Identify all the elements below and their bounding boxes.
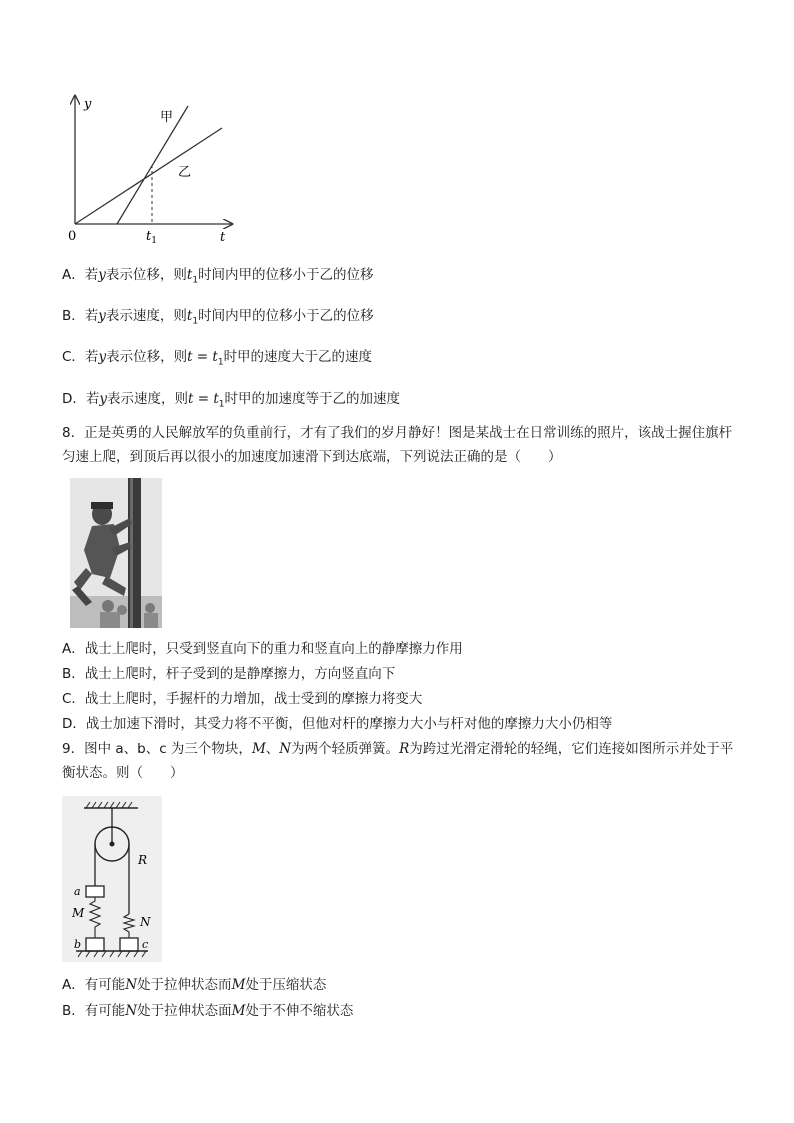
q8-option-b[interactable]: B．战士上爬时，杆子受到的是静摩擦力，方向竖直向下 [62, 666, 396, 682]
q7-option-d[interactable]: D．若y表示速度，则$t = t_1$时甲的加速度等于乙的加速度 [62, 391, 401, 410]
q8-option-d[interactable]: D．战士加速下滑时，其受力将不平衡，但他对杆的摩擦力大小与杆对他的摩擦力大小仍相等 [62, 716, 613, 732]
t-axis-label: t [220, 230, 226, 245]
q9-stem: 9．图中 a、b、c 为三个物块，M、N为两个轻质弹簧。R为跨过光滑定滑轮的轻绳，它们连接如图所示并处于平衡状态。则（ ） [62, 741, 734, 781]
q7-velocity-graph [60, 88, 240, 248]
origin-label: 0 [68, 229, 77, 244]
block-b [86, 938, 104, 951]
block-c [120, 938, 138, 951]
label-b: b [74, 938, 82, 951]
label-a: a [74, 885, 81, 898]
block-a [86, 886, 104, 897]
q9-option-b[interactable]: B．有可能N处于拉伸状态面M处于不伸不缩状态 [62, 1003, 354, 1019]
q9-option-a[interactable]: A．有可能N处于拉伸状态而M处于压缩状态 [62, 977, 327, 993]
y-axis-label: y [84, 97, 92, 112]
q8-option-a[interactable]: A．战士上爬时，只受到竖直向下的重力和竖直向上的静摩擦力作用 [62, 641, 463, 657]
q8-option-c[interactable]: C．战士上爬时，手握杆的力增加，战士受到的摩擦力将变大 [62, 691, 423, 707]
label-m: M [72, 906, 85, 920]
jia-label: 甲 [160, 110, 174, 125]
q8-stem: 8．正是英勇的人民解放军的负重前行，才有了我们的岁月静好！图是某战士在日常训练的照片，该战士握住旗杆匀速上爬，到顶后再以很小的加速度加速滑下到达底端，下列说法正确的是（ ） [62, 425, 733, 465]
label-r: R [138, 853, 148, 867]
q7-option-a[interactable]: A．若y表示位移，则$t_1$时间内甲的位移小于乙的位移 [62, 267, 374, 286]
soldier-climbing-photo [70, 478, 162, 628]
q7-option-c[interactable]: C．若y表示位移，则$t = t_1$时甲的速度大于乙的速度 [62, 349, 373, 368]
t1-label: $t_1$ [146, 229, 157, 246]
label-c: c [142, 938, 149, 951]
q7-option-b[interactable]: B．若y表示速度，则$t_1$时间内甲的位移小于乙的位移 [62, 308, 374, 327]
line-yi [75, 128, 222, 224]
label-n: N [140, 915, 151, 929]
yi-label: 乙 [178, 165, 192, 180]
pulley-spring-diagram [62, 796, 162, 962]
